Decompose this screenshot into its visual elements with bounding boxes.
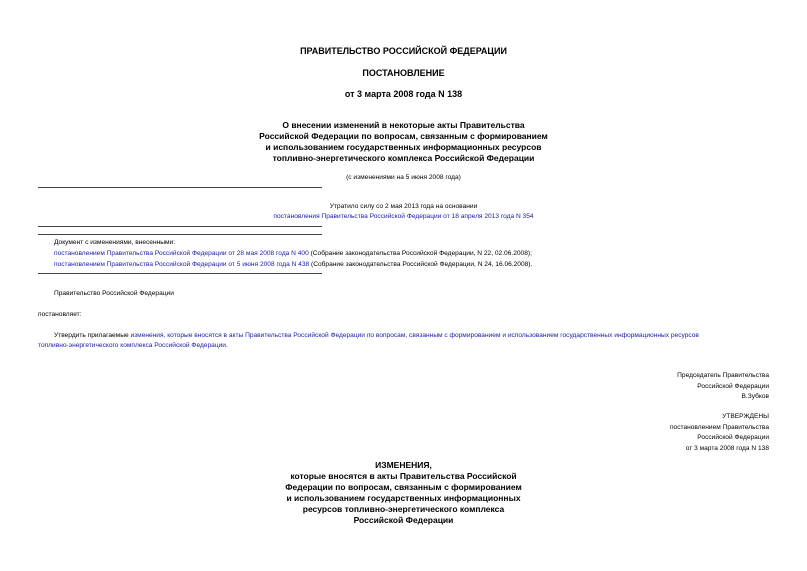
approval-line: от 3 марта 2008 года N 138 <box>685 444 769 452</box>
title-line: Российской Федерации по вопросам, связанным с формированием <box>259 131 548 141</box>
divider <box>38 226 322 227</box>
amendment-link[interactable]: постановлением Правительства Российской Федерации от 28 мая 2008 года N 400 <box>54 250 309 257</box>
changes-link-continued[interactable]: топливно-энергетического комплекса Российской Федерации <box>38 342 226 349</box>
repeal-link[interactable]: постановления Правительства Российской Федерации от 18 апреля 2013 года N 354 <box>273 213 534 220</box>
approve-end: . <box>225 342 228 349</box>
amendment-source: (Собрание законодательства Российской Федерации, N 24, 16.06.2008). <box>309 261 533 268</box>
document-date: от 3 марта 2008 года N 138 <box>344 89 463 99</box>
change-item <box>54 259 532 270</box>
approval-line: УТВЕРЖДЕНЫ <box>722 413 769 420</box>
document-title <box>0 120 807 164</box>
signature-block <box>677 371 769 403</box>
changes-title-line: и использованием государственных информационных <box>286 493 521 503</box>
changes-title <box>0 460 807 526</box>
divider <box>38 234 322 235</box>
amendment-source: (Собрание законодательства Российской Федерации, N 22, 02.06.2008); <box>308 250 532 257</box>
changes-title-line: которые вносятся в акты Правительства Российской <box>290 471 517 481</box>
signature-line: Российской Федерации <box>697 382 769 390</box>
amended-note: (с изменениями на 5 июня 2008 года) <box>346 174 461 181</box>
decides-line: постановляет: <box>38 311 82 318</box>
signature-line: Председатель Правительства <box>677 372 769 379</box>
approval-line: Российской Федерации <box>697 434 769 441</box>
signature-line: В.Зубков <box>741 393 769 400</box>
approve-paragraph-continued <box>38 340 228 351</box>
changes-title-line: ИЗМЕНЕНИЯ, <box>375 460 432 470</box>
changes-title-line: ресурсов топливно-энергетического комплекса <box>302 504 505 514</box>
approve-prefix: Утвердить прилагаемые <box>54 332 131 339</box>
document-type: ПОСТАНОВЛЕНИЕ <box>362 68 445 78</box>
changes-title-line: Российской Федерации <box>353 515 454 525</box>
approval-stamp <box>670 412 769 454</box>
government-line: Правительство Российской Федерации <box>54 290 174 297</box>
government-heading: ПРАВИТЕЛЬСТВО РОССИЙСКОЙ ФЕДЕРАЦИИ <box>300 46 507 56</box>
approval-line: постановлением Правительства <box>669 423 769 431</box>
title-line: О внесении изменений в некоторые акты Правительства <box>282 120 525 130</box>
divider <box>38 273 322 274</box>
expired-line: Утратило силу со 2 мая 2013 года на основании <box>329 203 478 210</box>
amendment-link[interactable]: постановлением Правительства Российской Федерации от 5 июня 2008 года N 438 <box>54 261 310 268</box>
change-item <box>54 248 532 259</box>
changes-link[interactable]: изменения, которые вносятся в акты Правительства Российской Федерации по вопросам, связанным с формированием и использованием государственных информационных ресурсов <box>130 332 699 339</box>
changes-heading: Документ с изменениями, внесенными: <box>54 239 176 246</box>
title-line: топливно-энергетического комплекса Российской Федерации <box>272 153 535 163</box>
changes-title-line: Федерации по вопросам, связанным с формированием <box>285 482 522 492</box>
title-line: и использованием государственных информационных ресурсов <box>265 142 542 152</box>
divider <box>38 187 322 188</box>
